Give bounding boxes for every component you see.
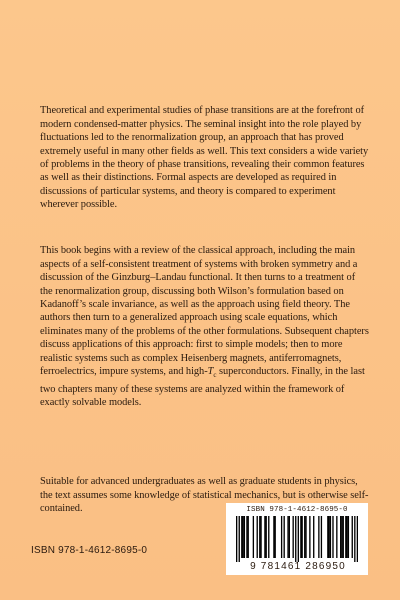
barcode-bar bbox=[343, 516, 344, 558]
barcode-bar bbox=[253, 516, 254, 558]
blurb-paragraph-3: Suitable for advanced undergraduates as well as graduate students in physics, the text assumes some knowledge of statistical mechanics, but is otherwise self-contained. bbox=[40, 476, 369, 515]
tc-symbol: T bbox=[207, 366, 214, 378]
isbn-label: ISBN 978-1-4612-8695-0 bbox=[31, 545, 148, 556]
blurb-paragraph-1: Theoretical and experimental studies of phase transitions are at the forefront of modern condensed-matter physics. The seminal insight into the role played by fluctuations led to the renormalization group, an approach that has proved extremely useful in many other fields as well. This text considers a wide variety of problems in the theory of phase transitions, revealing their common features as well as their distinctions. Formal aspects are developed as required in discussions of particular systems, and theory is compared to experiment wherever possible. bbox=[40, 105, 369, 211]
barcode-bar bbox=[305, 516, 306, 558]
barcode-bar bbox=[281, 516, 282, 558]
barcode-bar bbox=[284, 516, 285, 558]
blurb-paragraph-2 bbox=[40, 244, 370, 409]
barcode-bar bbox=[309, 516, 310, 558]
barcode-bar bbox=[241, 516, 242, 558]
barcode-bar bbox=[273, 516, 274, 558]
barcode-bar bbox=[246, 516, 247, 558]
barcode-isbn-text: ISBN 978-1-4612-8695-0 bbox=[246, 506, 348, 514]
barcode-bar bbox=[327, 516, 328, 558]
barcode-bar bbox=[330, 516, 331, 558]
barcode-bar bbox=[341, 516, 342, 558]
barcode-bar bbox=[354, 516, 355, 562]
barcode-bar bbox=[264, 516, 265, 558]
barcode-bars bbox=[236, 516, 358, 562]
barcode-bar bbox=[266, 516, 267, 558]
barcode-bar bbox=[300, 516, 301, 558]
barcode-bar bbox=[244, 516, 245, 558]
barcode-bar bbox=[248, 516, 249, 558]
barcode-bar bbox=[348, 516, 349, 558]
barcode-bar bbox=[259, 516, 260, 558]
tc-subscript: c bbox=[213, 371, 217, 380]
barcode-bar bbox=[357, 516, 358, 562]
barcode-bar bbox=[260, 516, 261, 558]
barcode-bar bbox=[268, 516, 269, 558]
barcode-bar bbox=[289, 516, 290, 558]
barcode-bar bbox=[318, 516, 319, 558]
blurb-paragraph-2-end: superconductors. Finally, in the last two chapters many of these systems are analyzed within the framework of exactly solvable models. bbox=[40, 366, 365, 408]
barcode-bar bbox=[242, 516, 243, 558]
barcode-bar bbox=[236, 516, 237, 562]
blurb-paragraph-2-text: This book begins with a review of the classical approach, including the main aspects of a self-consistent treatment of systems with broken symmetry and a discussion of the Ginzburg–Landau functional. It then turns to a treatment of the renormalization group, discussing both Wilson’s formulation based on Kadanoff’s scale invariance, as well as the approach using field theory. The authors then turn to a generalized approach using scale equations, which eliminates many of the problems of the other formulations. Subsequent chapters discuss applications of this approach: first to simple models; then to more realistic systems such as complex Heisenberg magnets, antiferromagnets, ferroelectrics, impure systems, and high- bbox=[40, 245, 369, 378]
barcode-bar bbox=[257, 516, 258, 558]
barcode-bar bbox=[340, 516, 341, 558]
barcode-bar bbox=[346, 516, 347, 558]
barcode-bar bbox=[287, 516, 288, 558]
barcode-bar bbox=[293, 516, 294, 558]
barcode-bar bbox=[298, 516, 299, 562]
barcode-bar bbox=[328, 516, 329, 558]
barcode-bar bbox=[239, 516, 240, 562]
barcode bbox=[226, 503, 368, 575]
barcode-bar bbox=[275, 516, 276, 558]
barcode-bar bbox=[301, 516, 302, 558]
barcode-bar bbox=[352, 516, 353, 558]
barcode-bar bbox=[321, 516, 322, 558]
barcode-bar bbox=[313, 516, 314, 558]
barcode-bar bbox=[295, 516, 296, 562]
barcode-digits: 9 781461 286950 bbox=[250, 561, 346, 572]
barcode-bar bbox=[332, 516, 333, 558]
barcode-bar bbox=[304, 516, 305, 558]
barcode-bar bbox=[336, 516, 337, 558]
barcode-bar bbox=[345, 516, 346, 558]
